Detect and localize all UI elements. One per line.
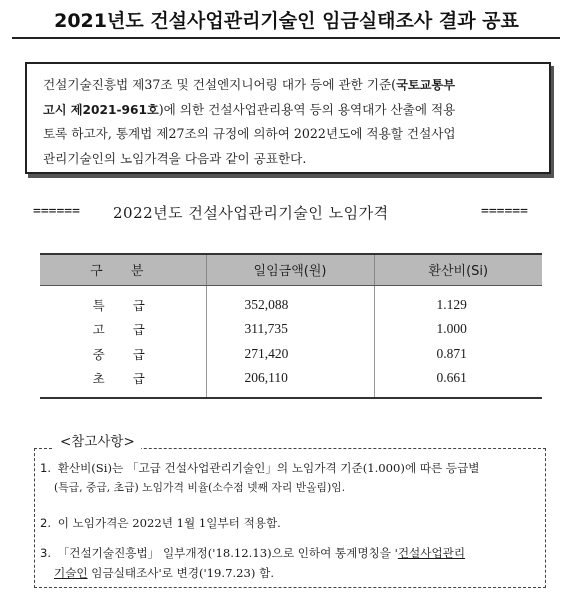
table-row [40,341,542,366]
intro-bold-notice-no: 고시 제2021-961호 [43,102,159,117]
heading-rule-left: ====== [33,204,80,219]
note-text: 환산비(Si)는 「고급 건설사업관리기술인」의 노임가격 기준(1.000)에 따른 등급별 [57,461,480,475]
note-underlined-text: 기술인 [54,566,88,580]
page-title: 2021년도 건설사업관리기술인 임금실태조사 결과 공표 [54,10,519,32]
intro-bold-ministry: 국토교통부 [396,78,455,92]
table-row [40,316,542,341]
intro-line-2 [43,98,535,123]
title-divider [12,37,560,39]
note-subtext: (특급, 중급, 초급) 노임가격 비율(소수점 넷째 자리 반올림)임. [54,481,346,494]
intro-line-1 [43,73,535,98]
header-conversion-ratio: 환산비(Si) [374,254,542,285]
amount-cell: 271,420 [206,341,374,366]
note-number: 2. [40,516,52,530]
intro-notice-box [25,62,551,174]
note-text: 「건설기술진흥법」 일부개정('18.12.13)으로 인하여 통계명칭을 ' [57,546,398,560]
intro-text: )에 의한 건설사업관리용역 등의 용역대가 산출에 적용 [158,101,456,117]
note-item-1 [40,458,540,498]
ratio-cell: 1.000 [436,320,467,336]
ratio-cell: 1.129 [436,296,467,312]
amount-cell: 206,110 [206,366,374,398]
ratio-cell: 0.661 [374,366,542,398]
grade-cell: 중급 [92,346,173,362]
table-header-row [40,254,542,285]
heading-rule-right: ====== [481,204,528,219]
wage-rate-table [40,253,542,399]
note-underlined-text: 건설사업관리 [397,546,466,560]
grade-cell: 초급 [40,366,206,398]
ratio-cell: 0.871 [436,345,467,361]
intro-line-3: 토록 하고자, 통계법 제27조의 규정에 의하여 2022년도에 적용할 건설사업 [43,126,456,141]
note-item-3 [40,543,540,583]
amount-cell: 352,088 [206,285,374,316]
intro-line-4: 관리기술인의 노임가격을 다음과 같이 공표한다. [43,150,307,166]
intro-text: 건설기술진흥법 제37조 및 건설엔지니어링 대가 등에 관한 기준( [43,77,397,92]
grade-cell: 고급 [92,321,173,337]
table-row [40,366,542,398]
header-daily-wage: 일임금액(원) [206,254,374,285]
note-text: 이 노임가격은 2022년 1월 1일부터 적용함. [57,516,281,530]
section-heading-text: 2022년도 건설사업관리기술인 노임가격 [113,204,389,222]
note-number: 1. [40,461,52,475]
note-number: 3. [40,546,52,560]
amount-cell: 311,735 [206,316,374,341]
reference-notes-title: <참고사항> [54,430,141,450]
header-grade: 구 분 [40,254,206,285]
table-row [40,285,542,316]
note-subtext: 임금실태조사'로 변경('19.7.23) 함. [87,566,275,580]
grade-cell: 특급 [92,297,173,313]
note-item-2 [40,513,540,533]
